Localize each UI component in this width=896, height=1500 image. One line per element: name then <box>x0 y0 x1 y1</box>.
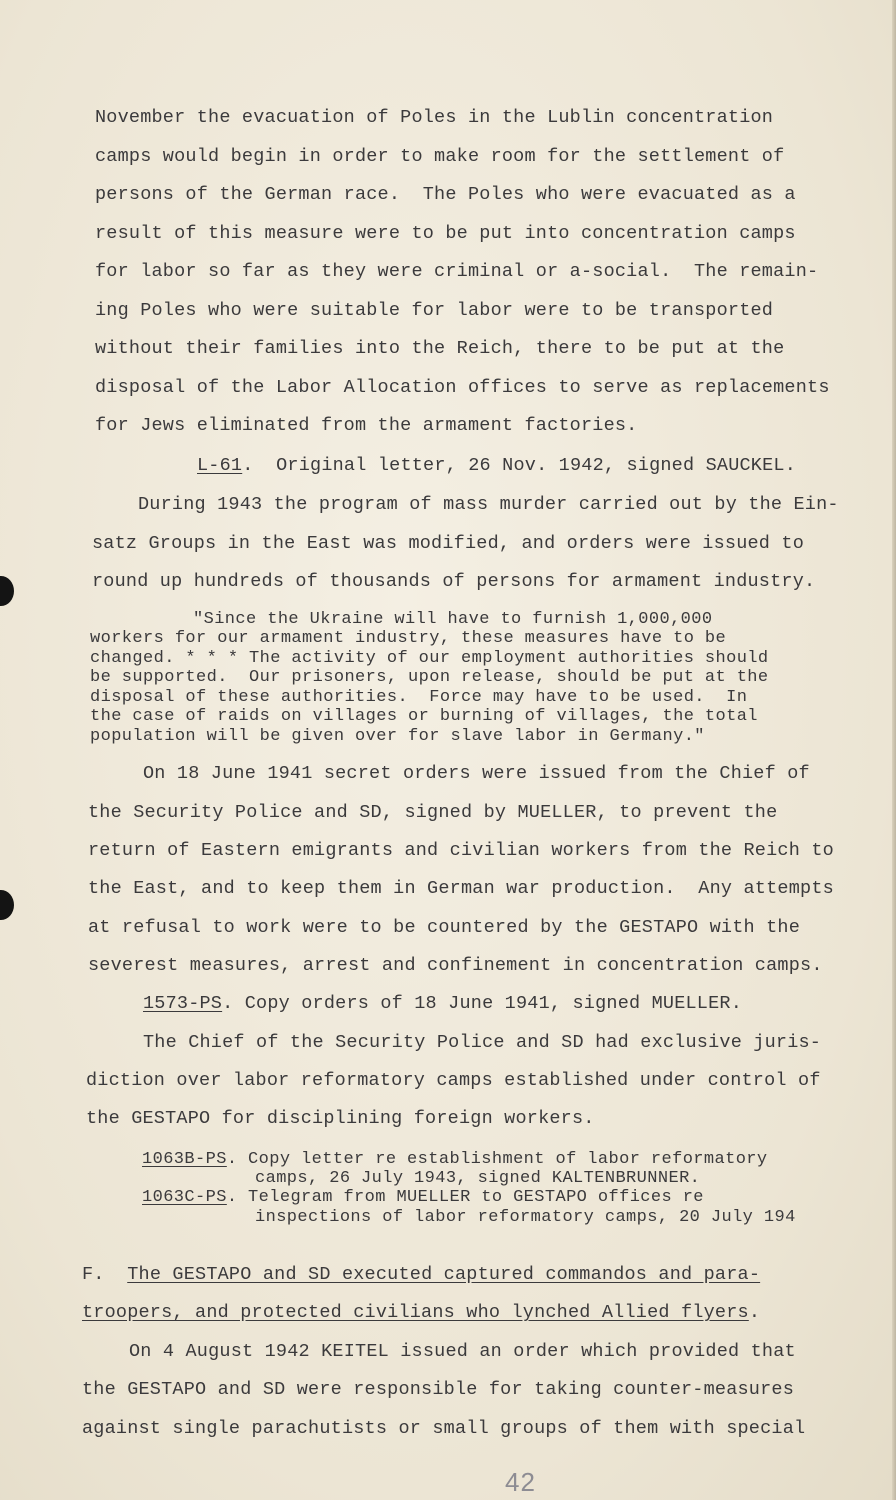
section-title: The GESTAPO and SD executed captured commandos and para- <box>127 1264 761 1285</box>
paragraph-line: persons of the German race. The Poles who were evacuated as a <box>95 184 796 205</box>
paragraph-line: On 4 August 1942 KEITEL issued an order which provided that <box>129 1341 796 1362</box>
quote-line: "Since the Ukraine will have to furnish 1,000,000 <box>193 610 713 629</box>
paragraph-line: diction over labor reformatory camps established under control of <box>86 1070 821 1091</box>
section-title: troopers, and protected civilians who lynched Allied flyers <box>82 1302 749 1323</box>
quote-line: workers for our armament industry, these measures have to be <box>90 629 727 648</box>
paragraph-line: the East, and to keep them in German war production. Any attempts <box>88 878 834 899</box>
paragraph-line: round up hundreds of thousands of persons for armament industry. <box>92 571 816 592</box>
paragraph-line: at refusal to work were to be countered by the GESTAPO with the <box>88 917 801 938</box>
page-number: 42 <box>505 1467 536 1497</box>
paragraph-line: November the evacuation of Poles in the Lublin concentration <box>95 107 774 128</box>
section-heading-line <box>82 1302 760 1324</box>
citation-ref: 1573-PS <box>143 993 223 1014</box>
citation-line: camps, 26 July 1943, signed KALTENBRUNNER. <box>255 1169 701 1188</box>
paragraph-line: satz Groups in the East was modified, and orders were issued to <box>92 533 805 554</box>
citation-line: inspections of labor reformatory camps, 20 July 194 <box>255 1208 796 1227</box>
citation-text: . Copy letter re establishment of labor reformatory <box>226 1150 768 1169</box>
quote-line: disposal of these authorities. Force may have to be used. In <box>90 688 748 707</box>
paragraph-line: result of this measure were to be put into concentration camps <box>95 223 796 244</box>
citation-ref: 1063B-PS <box>142 1150 227 1169</box>
citation-line <box>142 1188 704 1208</box>
paragraph-line: During 1943 the program of mass murder carried out by the Ein- <box>138 494 839 515</box>
paragraph-line: disposal of the Labor Allocation offices to serve as replacements <box>95 377 830 398</box>
paragraph-line: the GESTAPO for disciplining foreign workers. <box>86 1108 595 1129</box>
citation-text: . Copy orders of 18 June 1941, signed MUELLER. <box>222 993 743 1014</box>
binder-hole-top <box>0 576 14 606</box>
paragraph-line: severest measures, arrest and confinement in concentration camps. <box>88 955 823 976</box>
paragraph-line: return of Eastern emigrants and civilian workers from the Reich to <box>88 840 834 861</box>
citation-line <box>142 1150 768 1170</box>
paragraph-line: without their families into the Reich, there to be put at the <box>95 338 785 359</box>
section-letter: F. <box>82 1264 105 1285</box>
quote-line: changed. * * * The activity of our employment authorities should <box>90 649 769 668</box>
paragraph-line: the Security Police and SD, signed by MUELLER, to prevent the <box>88 802 778 823</box>
citation-text: . Telegram from MUELLER to GESTAPO offices re <box>226 1188 704 1207</box>
section-title-end: . <box>748 1302 761 1323</box>
quote-line: the case of raids on villages or burning of villages, the total <box>90 707 758 726</box>
paragraph-line: for Jews eliminated from the armament factories. <box>95 415 638 436</box>
paragraph-line: ing Poles who were suitable for labor were to be transported <box>95 300 774 321</box>
citation-1573ps <box>143 993 742 1015</box>
page-edge-shadow <box>892 0 896 1500</box>
paragraph-line: On 18 June 1941 secret orders were issued from the Chief of <box>143 763 810 784</box>
quote-line: be supported. Our prisoners, upon release, should be put at the <box>90 668 769 687</box>
section-heading-line <box>82 1264 760 1286</box>
citation-ref: 1063C-PS <box>142 1188 227 1207</box>
paragraph-line: The Chief of the Security Police and SD had exclusive juris- <box>143 1032 822 1053</box>
binder-hole-bottom <box>0 890 14 920</box>
citation-text: . Original letter, 26 Nov. 1942, signed SAUCKEL. <box>242 455 797 476</box>
citation-ref: L-61 <box>197 455 243 476</box>
quote-line: population will be given over for slave labor in Germany." <box>90 727 705 746</box>
paragraph-line: against single parachutists or small groups of them with special <box>82 1418 806 1439</box>
paragraph-line: camps would begin in order to make room for the settlement of <box>95 146 785 167</box>
citation-l61 <box>197 455 796 477</box>
paragraph-line: the GESTAPO and SD were responsible for taking counter-measures <box>82 1379 795 1400</box>
paragraph-line: for labor so far as they were criminal or a-social. The remain- <box>95 261 819 282</box>
